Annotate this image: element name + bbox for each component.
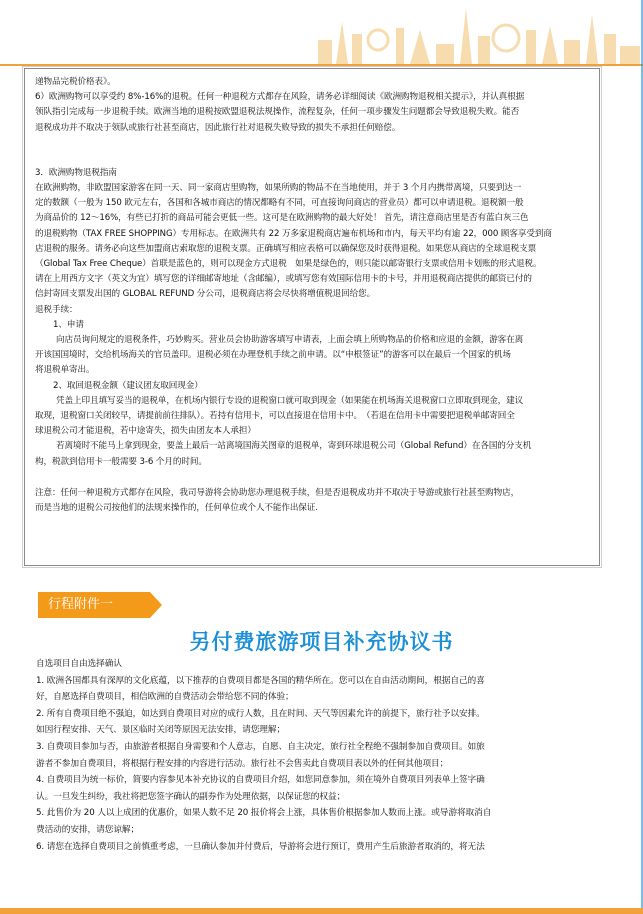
notice-line: 信封寄回支票发出国的 GLOBAL REFUND 分公司，退税商店将会尽快将增值税退回给您。 [35, 289, 376, 300]
notice-line: 退税成功并不取决于领队或旅行社甚至商店，因此旅行社对退税失败导致的损失不承担任何赔偿。 [35, 122, 401, 133]
header-rule [0, 64, 643, 66]
page-title: 另付费旅游项目补充协议书 [189, 630, 454, 654]
agreement-line: 2. 所有自费项目绝不强迫，如达到自费项目对应的成行人数，且在时间、天气等因素允许的前提下，旅行社予以安排。 [36, 708, 485, 719]
agreement-line: 认。一旦发生纠纷，我社将把您签字确认的副券作为处理依据，以保证您的权益； [36, 791, 346, 802]
notice-line: 递物品完税价格表》。 [35, 77, 116, 87]
agreement-body [36, 656, 609, 855]
tax-refund-notice [24, 68, 600, 566]
agreement-line: 6. 请您在选择自费项目之前慎重考虑，一旦确认参加并付费后，导游将会进行预订，费用产生后旅游者取消的，将无法 [36, 841, 485, 852]
agreement-line: 游者不参加自费项目，将根据行程安排的内容进行活动。旅行社不会售卖此自费项目表以外的任何其他项目； [36, 758, 449, 769]
notice-line: 球退税公司才能退税，若中途寄失，损失由团友本人承担） [35, 426, 256, 437]
agreement-line: 4. 自费项目为统一标价，简要内容参见本补充协议的自费项目介绍，如您同意参加，须在境外自费项目列表单上签字确 [36, 775, 485, 786]
notice-line: 为商品价的 12～16%，有些已打折的商品可能会更低一些。这可是在欧洲购物的最大好处！ 首先，请注意商店里是否有蓝白灰三色 [35, 213, 529, 224]
agreement-line: 如因行程安排、天气、景区临时关闭等原因无法安排，请您理解； [36, 725, 286, 736]
agreement-line: 好，自愿选择自费项目，相信欧洲的自费活动会带给您不同的体验； [36, 692, 294, 703]
agreement-line: 5. 此售价为 20 人以上成团的优惠价，如果人数不足 20 报价将会上涨，具体售价根据参加人数而上涨。或导游将取消自 [36, 808, 492, 819]
header-banner [0, 0, 643, 70]
notice-step-title: 1、申请 [53, 319, 84, 330]
notice-line: 的退税购物（TAX FREE SHOPPING）专用标志。在欧洲共有 22 万多家退税商店遍布机场和市内，每天平均有逾 22，000 顾客享受到商 [35, 228, 552, 239]
agreement-heading: 自选项目自由选择确认 [36, 659, 122, 669]
agreement-line: 费活动的安排，请您谅解； [36, 824, 140, 835]
notice-line: 开该国国境时，交给机场海关的官员盖印。退税必须在办理登机手续之前申请。以“申根签证”的游客可以在最后一个国家的机场 [35, 350, 511, 361]
notice-line: 若离境时不能马上拿到现金，要盖上最后一站离境国海关图章的退税单，寄到环球退税公司（Global Refund）在各国的分支机 [56, 441, 532, 452]
agreement-line: 3. 自费项目参加与否，由旅游者根据自身需要和个人意志，自愿、自主决定，旅行社全程绝不强制参加自费项目。如旅 [36, 741, 485, 752]
notice-line: 凭盖上印且填写妥当的退税单，在机场内银行专设的退税窗口就可取到现金（如果能在机场海关退税窗口立即取到现金，建议 [56, 395, 524, 406]
city-skyline-icon [0, 0, 643, 66]
footer-rule [0, 908, 643, 914]
notice-line: 请在上用西方文字（英文为宜）填写您的详细邮寄地址（含邮编），或填写您有效国际信用卡的卡号，并用退税商店提供的邮资已付的 [35, 274, 532, 285]
notice-line: （Global Tax Free Cheque）首联是蓝色的，则可以现金方式退税 如果是绿色的，则只能以邮寄银行支票或信用卡划账的形式退税。 [35, 259, 542, 270]
notice-heading: 3．欧洲购物退税指南 [35, 167, 117, 178]
notice-line: 将退税单寄出。 [35, 365, 95, 376]
notice-step-title: 2、取回退税金额（建议团友取回现金） [53, 380, 203, 391]
notice-line: 在欧洲购物，非欧盟国家游客在同一天、同一家商店里购物，如果所购的物品不在当地使用，并于 3 个月内携带离境，只要到达一 [35, 183, 522, 194]
notice-line: 向店员询问规定的退税条件，巧妙购买。营业员会协助游客填写申请表，上面会填上所购物品的价格和应退的金额，游客在离 [56, 335, 524, 346]
notice-warning: 注意：任何一种退税方式都存在风险，我司导游将会协助您办理退税手续，但是否退税成功并不取决于导游或旅行社甚至购物店， [35, 487, 520, 498]
notice-line: 取现，退税窗口关闭较早，请提前前往排队）。若持有信用卡，可以直接退在信用卡中。 （若退在信用卡中需要把退税单邮寄回全 [35, 411, 515, 422]
notice-line: 领队指引完成每一步退税手续。欧洲当地的退税按欧盟退税法规操作，流程复杂，任何一项步骤发生问题都会导致退税失败。能否 [35, 107, 520, 118]
notice-line: 6）欧洲购物可以享受约 8%-16%的退税。任何一种退税方式都存在风险，请务必详细阅读《欧洲购物退税相关提示》，并认真根据 [35, 92, 525, 103]
notice-warning: 而是当地的退税公司按他们的法规来操作的，任何单位或个人不能作出保证. [35, 503, 318, 514]
notice-line: 构，税款到信用卡一般需要 3-6 个月的时间。 [35, 456, 207, 467]
notice-subheading: 退税手续： [35, 304, 78, 315]
notice-line: 店退税的服务。请务必向这些加盟商店索取您的退税支票。正确填写相应表格可以确保您及时获得退税。如果您从商店的全球退税支票 [35, 243, 537, 254]
section-badge: 行程附件一 [38, 592, 150, 618]
notice-line: 定的数额（一般为 150 欧元左右，各国和各城市商店的情况都略有不同，可直接询问商店的营业员）都可以申请退税。退税额一般 [35, 198, 524, 209]
agreement-line: 1. 欧洲各国都具有深厚的文化底蕴，以下推荐的自费项目都是各国的精华所在。您可以在自由活动期间，根据自己的喜 [36, 675, 485, 686]
